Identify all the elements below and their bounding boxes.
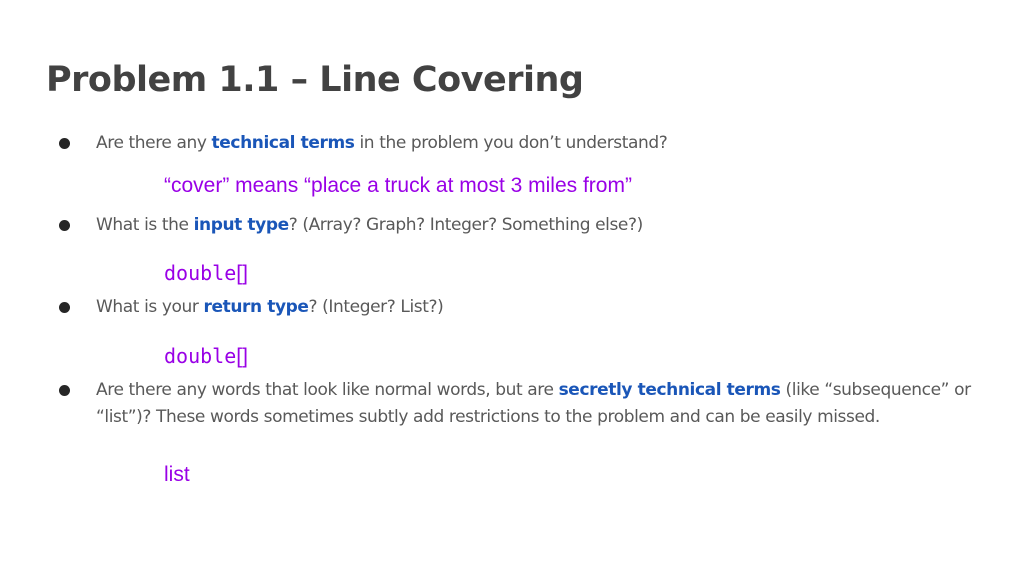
bullet-text-before: What is the [96, 215, 194, 235]
bullet-dot-1 [59, 138, 70, 149]
bullet-text-after: (like “subsequence” or “list”)? These words sometimes subtly add restrictions to the problem and can be easily missed. [96, 380, 971, 427]
answer-code: double [164, 261, 237, 285]
bullet-text-before: Are there any words that look like normal words, but are [96, 380, 559, 400]
answer-brackets: [] [236, 345, 248, 368]
bullet-dot-3 [59, 302, 70, 313]
bullet-text-after: ? (Integer? List?) [308, 297, 444, 317]
answer-code: double [164, 344, 237, 368]
keyword-return-type: return type [203, 297, 309, 317]
bullet-text-before: What is your [96, 297, 204, 317]
bullet-text-return-type [96, 294, 986, 321]
bullet-dot-2 [59, 220, 70, 231]
answer-cover-definition: “cover” means “place a truck at most 3 miles from” [164, 174, 632, 197]
answer-return-type [164, 344, 248, 369]
keyword-input-type: input type [193, 215, 289, 235]
bullet-text-secret-terms [96, 377, 986, 431]
bullet-dot-4 [59, 385, 70, 396]
answer-brackets: [] [236, 262, 248, 285]
bullet-text-input-type [96, 212, 986, 239]
answer-input-type [164, 261, 248, 286]
bullet-text-technical-terms [96, 130, 986, 157]
bullet-text-before: Are there any [96, 133, 212, 153]
bullet-text-after: ? (Array? Graph? Integer? Something else?) [288, 215, 643, 235]
bullet-text-after: in the problem you don’t understand? [354, 133, 668, 153]
keyword-technical-terms: technical terms [211, 133, 355, 153]
keyword-secretly-technical-terms: secretly technical terms [558, 380, 781, 400]
answer-list: list [164, 463, 190, 486]
slide-title: Problem 1.1 – Line Covering [46, 60, 584, 100]
